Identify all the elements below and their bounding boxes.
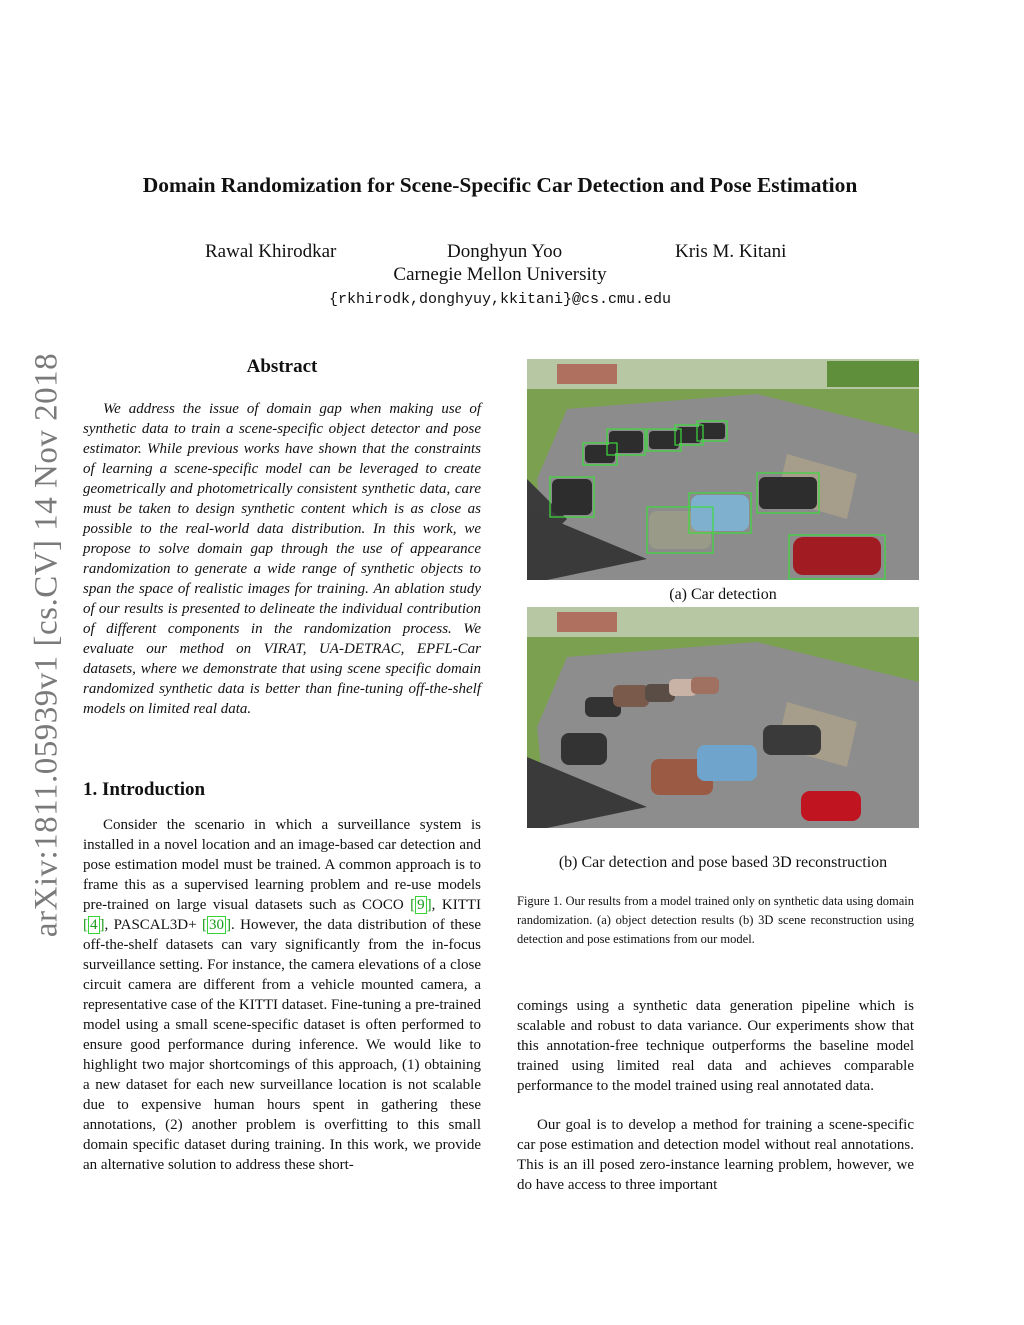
abstract-text: We address the issue of domain gap when making use of synthetic data to train a scene-specific object detector and pose estimator. While previous works have shown that the constraints of learning a scene-specific model can be leveraged to create geometrically and photometrically consistent synthetic data, care must be taken to design synthetic content which is as close as possible to the real-world data distribution. In this work, we propose to solve domain gap through the use of appearance randomization to generate a wide range of synthetic objects to span the space of realistic images for training. An ablation study of our results is presented to delineate the individual contribution of different components in the randomization process. We evaluate our method on VIRAT, UA-DETRAC, EPFL-Car datasets, where we demonstrate that using scene specific domain randomized synthetic data is better than fine-tuning off-the-shelf models on limited real data. <box>83 401 481 717</box>
author-1: Rawal Khirodkar <box>205 241 337 262</box>
figure-1a-label: (a) Car detection <box>669 586 777 603</box>
citation-coco-number[interactable]: 9 <box>417 897 425 913</box>
author-2: Donghyun Yoo <box>447 241 563 262</box>
affiliation: Carnegie Mellon University <box>393 264 607 285</box>
author-3: Kris M. Kitani <box>675 241 787 262</box>
figure-1b-reconstruction-image <box>527 607 919 828</box>
intro-heading: 1. Introduction <box>83 779 206 800</box>
paper-title: Domain Randomization for Scene-Specific Car Detection and Pose Estimation <box>142 173 858 197</box>
figure-1-caption: Figure 1. Our results from a model trained only on synthetic data using domain randomization. (a) object detection results (b) 3D scene reconstruction using detection and pose estimations from our model. <box>517 894 914 946</box>
figure-1b-label: (b) Car detection and pose based 3D reconstruction <box>558 854 888 871</box>
parking-lot-reconstruction-scene <box>527 607 919 828</box>
right-column-paragraph-1: comings using a synthetic data generation pipeline which is scalable and robust to data variance. Our experiments show that this annotation-free technique outperforms the baseline model trained using limited real data and achieves comparable performance to the model trained using real annotated data. <box>517 998 914 1094</box>
figure-1a-car-detection-image <box>527 359 919 580</box>
parking-lot-detection-scene <box>527 359 919 580</box>
arxiv-sidebar-stamp <box>22 340 72 950</box>
intro-text-1: Consider the scenario in which a surveillance system is installed in a novel location and an image-based car detection and pose estimation model must be trained. A common approach is to frame this as a supervised learning problem and re-use models pre-trained on large visual datasets such as COCO <box>83 817 481 913</box>
arxiv-id: arXiv:1811.05939v1 [cs.CV] 14 Nov 2018 <box>28 352 65 938</box>
intro-text-3: , PASCAL3D+ <box>104 917 197 933</box>
intro-text-2: , KITTI <box>431 897 482 913</box>
citation-pascal3d[interactable]: [ 30 ] <box>201 917 231 933</box>
intro-paragraph <box>83 815 481 1175</box>
citation-kitti-number[interactable]: 4 <box>90 917 98 933</box>
citation-pascal3d-number[interactable]: 30 <box>208 917 224 933</box>
intro-text-4: . However, the data distribution of these off-the-shelf datasets can vary significantly from the in-focus surveillance setting. For instance, the camera elevations of a close circuit camera are different from a vehicle mounted camera, a representative case of the KITTI dataset. Fine-tuning a pre-trained model using a small scene-specific dataset is often performed to ensure good performance during inference. We would like to highlight two major shortcomings of this approach, (1) obtaining a new dataset for each new surveillance location is not scalable due to expensive human hours spent in gathering these annotations, (2) another problem is overfitting to this small domain specific dataset during training. In this work, we provide an alternative solution to address these short- <box>83 917 482 1173</box>
right-column-paragraph-2: Our goal is to develop a method for training a scene-specific car pose estimation and detection model without real annotations. This is an ill posed zero-instance learning problem, however, we do have access to three important <box>517 1117 914 1193</box>
abstract-heading: Abstract <box>246 356 318 377</box>
citation-coco[interactable]: [ 9 ] <box>410 897 432 913</box>
citation-kitti[interactable]: [ 4 ] <box>83 917 105 933</box>
author-emails: {rkhirodk,donghyuy,kkitani}@cs.cmu.edu <box>328 291 672 308</box>
